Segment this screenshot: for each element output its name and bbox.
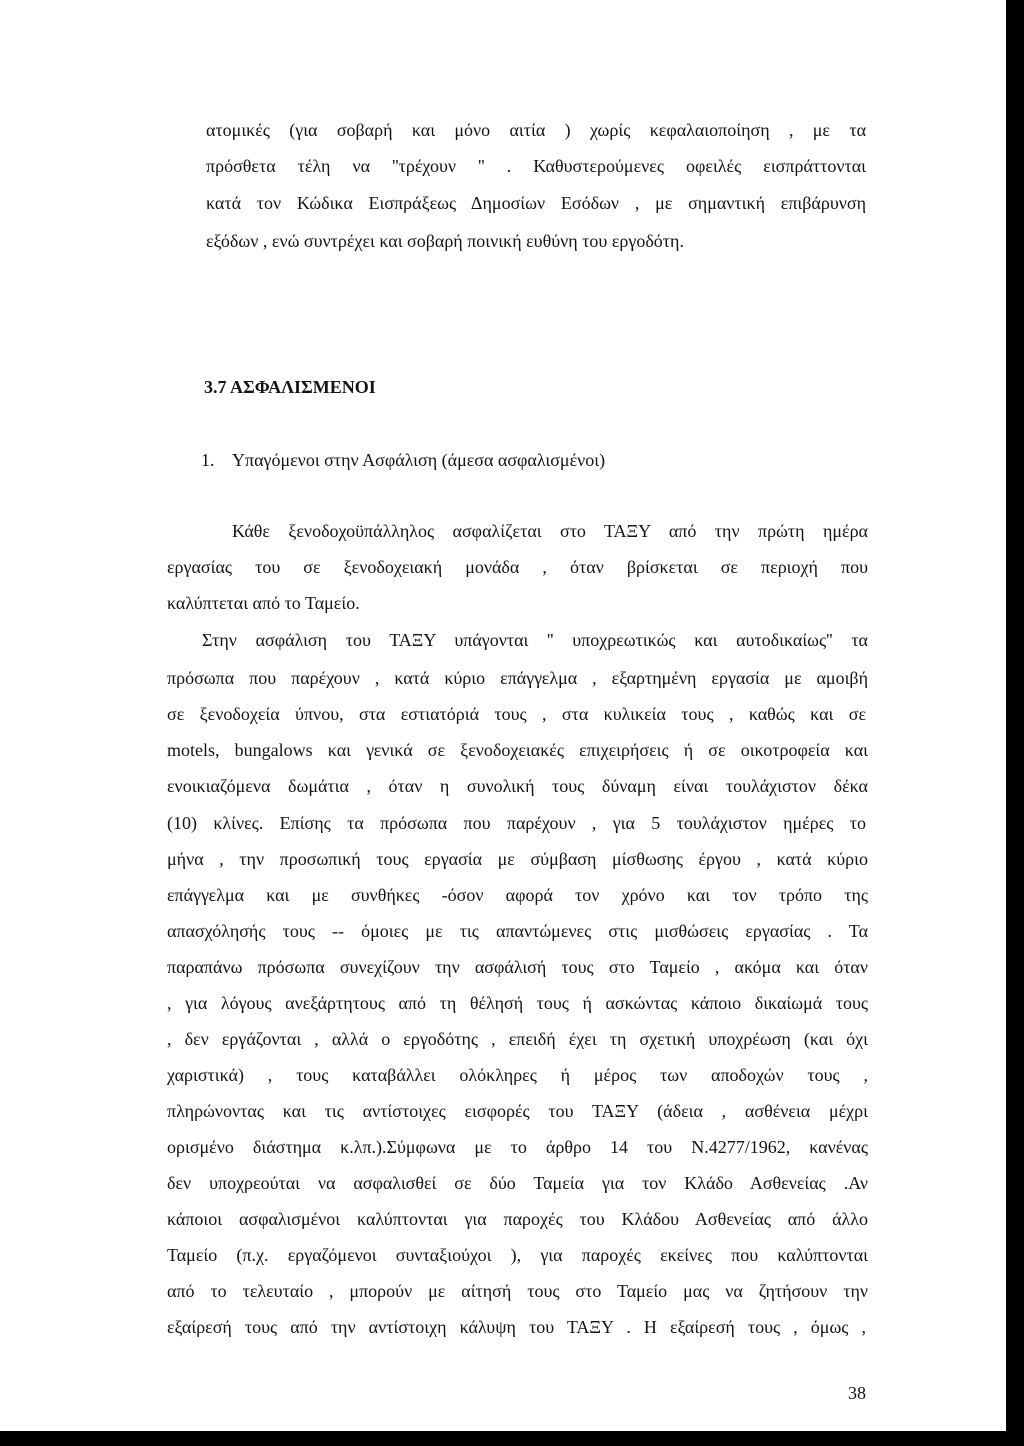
scan-border-bottom [0,1431,1024,1446]
text-line: απασχόλησής τους -- όμοιες με τις απαντώμενες στις μισθώσεις εργασίας . Τα [167,921,868,941]
text-line: πρόσθετα τέλη να ''τρέχουν '' . Καθυστερούμενες οφειλές εισπράττονται [206,156,866,176]
text-line: motels, bungalows και γενικά σε ξενοδοχειακές επιχειρήσεις ή σε οικοτροφεία και [167,740,868,760]
text-line: πρόσωπα που παρέχουν , κατά κύριο επάγγελμα , εξαρτημένη εργασία με αμοιβή [167,668,868,688]
text-line: εξόδων , ενώ συντρέχει και σοβαρή ποινική ευθύνη του εργοδότη. [206,231,684,251]
text-line: ενοικιαζόμενα δωμάτια , όταν η συνολική τους δύναμη είναι τουλάχιστον δέκα [167,776,868,796]
text-line: μήνα , την προσωπική τους εργασία με σύμβαση μίσθωσης έργου , κατά κύριο [167,849,868,869]
text-line: Κάθε ξενοδοχοϋπάλληλος ασφαλίζεται στο ΤΑΞΥ από την πρώτη ημέρα [232,521,868,541]
item-title: Υπαγόμενοι στην Ασφάλιση (άμεσα ασφαλισμένοι) [232,450,606,470]
section-heading: 3.7 ΑΣΦΑΛΙΣΜΕΝΟΙ [204,377,376,397]
text-line: από το τελευταίο , μπορούν με αίτησή τους στο Ταμείο μας να ζητήσουν την [167,1281,868,1301]
text-line: πληρώνοντας και τις αντίστοιχες εισφορές του ΤΑΞΥ (άδεια , ασθένεια μέχρι [167,1101,868,1121]
text-line: εργασίας του σε ξενοδοχειακή μονάδα , όταν βρίσκεται σε περιοχή που [167,557,868,577]
text-line: κατά τον Κώδικα Εισπράξεως Δημοσίων Εσόδων , με σημαντική επιβάρυνση [206,193,866,213]
item-number: 1. [201,450,215,470]
text-line: εξαίρεσή τους από την αντίστοιχη κάλυψη του ΤΑΞΥ . Η εξαίρεσή τους , όμως , [167,1317,866,1337]
text-line: ατομικές (για σοβαρή και μόνο αιτία ) χωρίς κεφαλαιοποίηση , με τα [206,120,866,140]
text-line: κάποιοι ασφαλισμένοι καλύπτονται για παροχές του Κλάδου Ασθενείας από άλλο [167,1209,868,1229]
text-line: καλύπτεται από το Ταμείο. [167,593,360,613]
text-line: , για λόγους ανεξάρτητους από τη θέλησή τους ή ασκώντας κάποιο δικαίωμά τους [167,993,868,1013]
page-number: 38 [848,1383,866,1403]
text-line: χαριστικά) , τους καταβάλλει ολόκληρες ή μέρος των αποδοχών τους , [167,1065,868,1085]
text-line: , δεν εργάζονται , αλλά ο εργοδότης , επειδή έχει τη σχετική υποχρέωση (και όχι [167,1029,868,1049]
text-line: δεν υποχρεούται να ασφαλισθεί σε δύο Ταμεία για τον Κλάδο Ασθενείας .Αν [167,1173,868,1193]
text-line: Στην ασφάλιση του ΤΑΞΥ υπάγονται '' υποχρεωτικώς και αυτοδικαίως'' τα [202,630,868,650]
text-line: σε ξενοδοχεία ύπνου, στα εστιατόριά τους , στα κυλικεία τους , καθώς και σε [167,704,866,724]
scan-border-right [1006,0,1024,1446]
text-line: Ταμείο (π.χ. εργαζόμενοι συνταξιούχοι ), για παροχές εκείνες που καλύπτονται [167,1245,868,1265]
text-line: (10) κλίνες. Επίσης τα πρόσωπα που παρέχουν , για 5 τουλάχιστον ημέρες το [167,813,866,833]
text-line: ορισμένο διάστημα κ.λπ.).Σύμφωνα με το άρθρο 14 του Ν.4277/1962, κανένας [167,1137,868,1157]
text-line: επάγγελμα και με συνθήκες -όσον αφορά τον χρόνο και τον τρόπο της [167,885,868,905]
text-line: παραπάνω πρόσωπα συνεχίζουν την ασφάλισή τους στο Ταμείο , ακόμα και όταν [167,957,868,977]
